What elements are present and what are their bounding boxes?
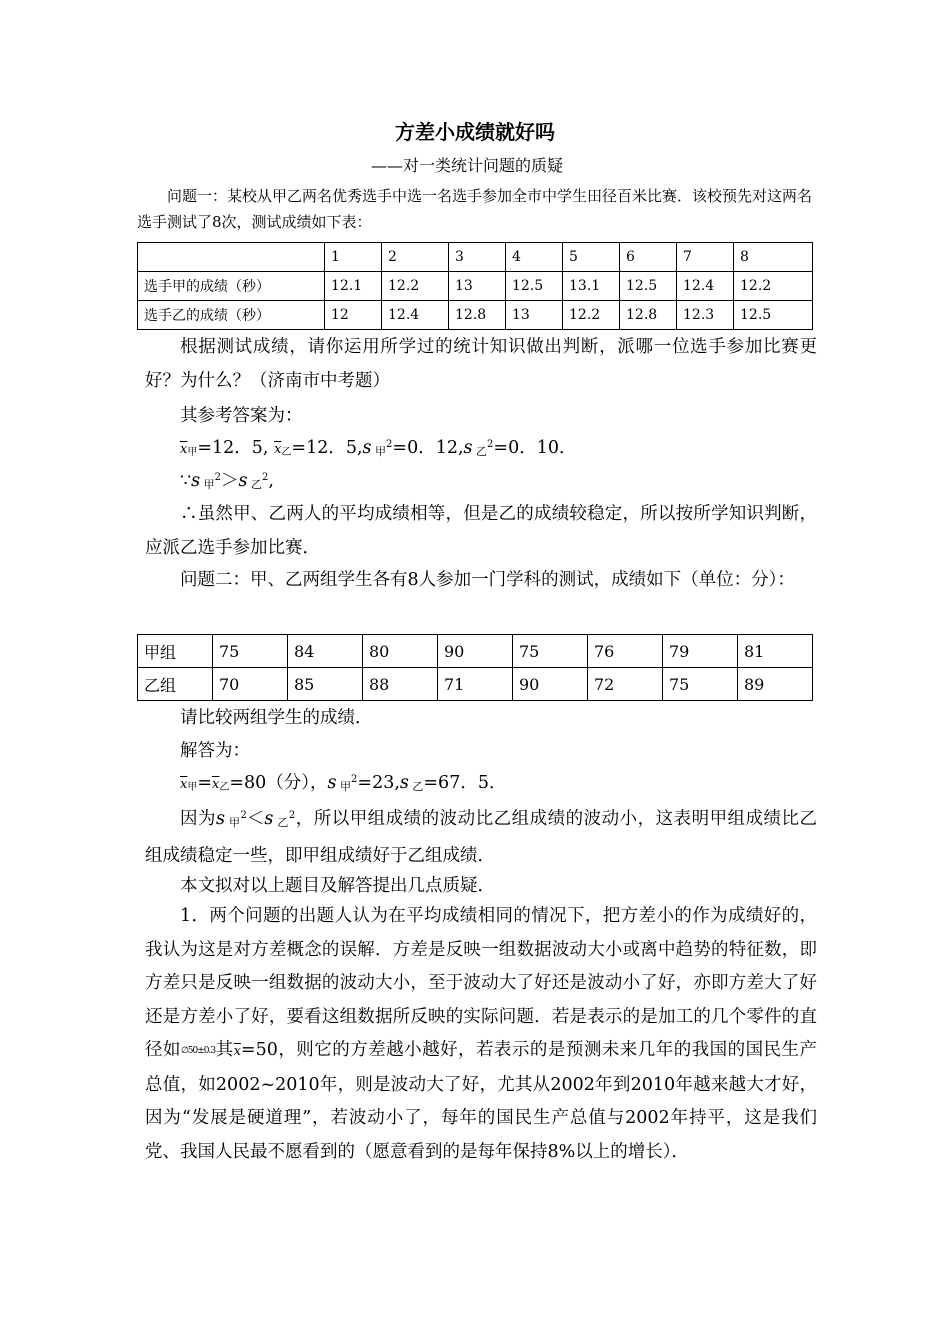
table-cell: 75 — [213, 635, 288, 668]
table-cell: 81 — [738, 635, 813, 668]
table-cell — [138, 243, 325, 272]
table-cell: 2 — [382, 243, 449, 272]
table-cell: 12.4 — [677, 272, 734, 301]
table-row — [138, 301, 813, 330]
table-cell: 乙组 — [138, 668, 213, 701]
table-cell: 13.1 — [563, 272, 620, 301]
intro-question: 本文拟对以上题目及解答提出几点质疑． — [180, 876, 495, 896]
table-cell: 90 — [438, 635, 513, 668]
table-header-row — [138, 243, 813, 272]
table-cell: 75 — [513, 635, 588, 668]
table-cell: 71 — [438, 668, 513, 701]
problem1-answer-label: 其参考答案为： — [180, 406, 303, 426]
table-cell: 12.5 — [734, 301, 813, 330]
table-cell: 12.1 — [325, 272, 382, 301]
table-cell: 7 — [677, 243, 734, 272]
table-cell: 选手甲的成绩（秒） — [138, 272, 325, 301]
table-cell: 1 — [325, 243, 382, 272]
point1-paragraph: 1．两个问题的出题人认为在平均成绩相同的情况下，把方差小的作为成绩好的，我认为这是对方差概念的误解．方差是反映一组数据波动大小或离中趋势的特征数，即方差只是反映一组数据的波动大小，至于波动大了好还是波动小了好，亦即方差大了好还是方差小了好，要看这组数据所反映的实际问题．若是表示的是加工的几个零件的直径如∅50±0.3其$\overline{x}=50$，则它的方差越小越好，若表示的是预测未来几年的我国的国民生产总值，如2002~2010年，则是波动大了好，尤其从2002年到2010年越来越大才好，因为“发展是硬道理”，若波动小了，每年的国民生产总值与2002年持平，这是我们党、我国人民最不愿看到的（愿意看到的是每年保持8%以上的增长）． — [145, 906, 818, 1162]
problem2-table — [137, 634, 813, 701]
table-cell: 76 — [588, 635, 663, 668]
problem1-question: 根据测试成绩，请你运用所学过的统计知识做出判断，派哪一位选手参加比赛更好？为什么？（济南市中考题） — [145, 337, 817, 391]
table-row — [138, 635, 813, 668]
table-cell: 12.8 — [620, 301, 677, 330]
tolerance-notation: ∅50±0.3 — [180, 1046, 216, 1056]
table-cell: 85 — [288, 668, 363, 701]
table-cell: 12 — [325, 301, 382, 330]
problem1-formula-means: $\overline{x}$甲=12．5, $\overline{x}$乙=12．5,s 甲$^2$=0．12,s 乙$^2$=0．10． — [180, 438, 577, 458]
table-cell: 88 — [363, 668, 438, 701]
table-row — [138, 272, 813, 301]
table-cell: 84 — [288, 635, 363, 668]
problem2-question: 请比较两组学生的成绩． — [180, 708, 373, 728]
table-cell: 选手乙的成绩（秒） — [138, 301, 325, 330]
problem1-intro: 问题一：某校从甲乙两名优秀选手中选一名选手参加全市中学生田径百米比赛．该校预先对这两名选手测试了8次，测试成绩如下表： — [137, 187, 813, 231]
table-cell: 12.2 — [382, 272, 449, 301]
table-cell: 5 — [563, 243, 620, 272]
table-cell: 12.5 — [506, 272, 563, 301]
table-cell: 12.2 — [734, 272, 813, 301]
table-cell: 3 — [449, 243, 506, 272]
table-cell: 8 — [734, 243, 813, 272]
table-cell: 70 — [213, 668, 288, 701]
problem2-intro: 问题二：甲、乙两组学生各有8人参加一门学科的测试，成绩如下（单位：分）： — [180, 570, 795, 590]
problem1-because: ∵s 甲$^2$＞s 乙$^2$, — [180, 471, 274, 491]
table-cell: 12.4 — [382, 301, 449, 330]
problem1-table — [137, 242, 813, 330]
table-cell: 13 — [506, 301, 563, 330]
table-cell: 12.3 — [677, 301, 734, 330]
problem2-formula: $\overline{x}$甲$=\overline{x}$乙=80（分），s 甲$^2$=23,s 乙=67．5． — [180, 773, 507, 793]
table-cell: 12.5 — [620, 272, 677, 301]
table-cell: 甲组 — [138, 635, 213, 668]
table-cell: 79 — [663, 635, 738, 668]
table-cell: 72 — [588, 668, 663, 701]
table-cell: 6 — [620, 243, 677, 272]
problem1-conclusion: ∴虽然甲、乙两人的平均成绩相等，但是乙的成绩较稳定，所以按所学知识判断，应派乙选手参加比赛． — [145, 504, 817, 558]
table-cell: 89 — [738, 668, 813, 701]
table-row — [138, 668, 813, 701]
article-title: 方差小成绩就好吗 — [395, 120, 555, 144]
table-cell: 12.8 — [449, 301, 506, 330]
table-cell: 75 — [663, 668, 738, 701]
table-cell: 4 — [506, 243, 563, 272]
table-cell: 12.2 — [563, 301, 620, 330]
table-cell: 90 — [513, 668, 588, 701]
problem2-because: 因为s 甲$^2$＜s 乙$^2$，所以甲组成绩的波动比乙组成绩的波动小，这表明甲组成绩比乙组成绩稳定一些，即甲组成绩好于乙组成绩． — [145, 809, 818, 866]
problem2-answer-label: 解答为： — [180, 741, 250, 761]
table-cell: 80 — [363, 635, 438, 668]
table-cell: 13 — [449, 272, 506, 301]
article-subtitle: ——对一类统计问题的质疑 — [371, 156, 564, 175]
